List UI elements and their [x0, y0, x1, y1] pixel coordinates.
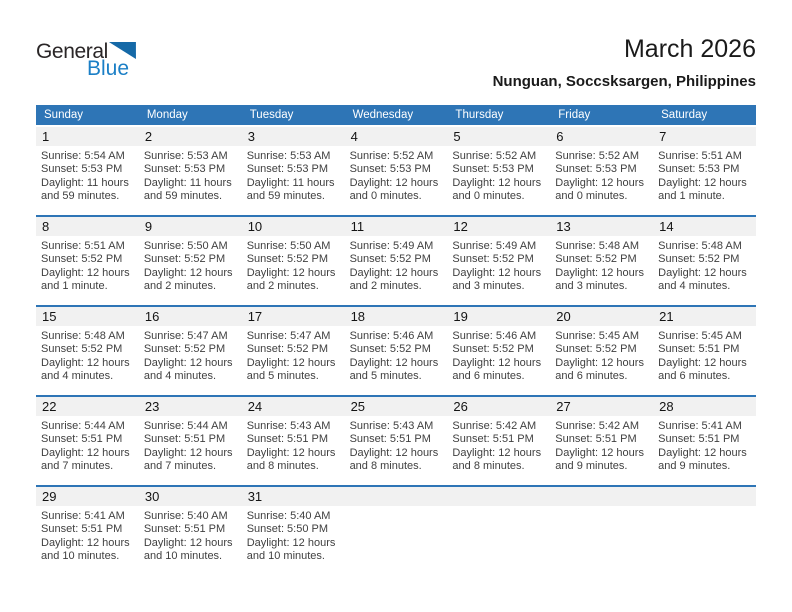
daylight-text: Daylight: 12 hours — [555, 266, 644, 279]
general-blue-logo — [36, 41, 136, 79]
daylight-text: Daylight: 12 hours — [143, 266, 233, 279]
sunrise-text: Sunrise: 5:49 AM — [349, 240, 434, 252]
logo-text-general: General — [36, 40, 108, 63]
daylight-text: and 10 minutes. — [41, 550, 120, 563]
sunset-text: Sunset: 5:52 PM — [349, 343, 431, 356]
sunrise-text: Sunrise: 5:46 AM — [349, 330, 434, 342]
sunrise-text: Sunrise: 5:49 AM — [452, 240, 537, 252]
day-cell — [139, 127, 242, 215]
sunrise-text: Sunrise: 5:43 AM — [246, 420, 331, 432]
day-info — [36, 416, 139, 474]
daylight-text: and 1 minute. — [658, 190, 725, 203]
empty-day-cell — [345, 487, 448, 575]
weekday-header-friday: Friday — [558, 109, 591, 121]
day-info — [242, 146, 345, 204]
sunset-text: Sunset: 5:53 PM — [246, 163, 329, 176]
sunrise-text: Sunrise: 5:43 AM — [349, 420, 434, 432]
sunrise-text: Sunrise: 5:48 AM — [41, 330, 125, 342]
daylight-text: Daylight: 12 hours — [555, 356, 644, 369]
daylight-text: and 4 minutes. — [658, 280, 731, 293]
sunrise-text: Sunrise: 5:42 AM — [555, 420, 640, 432]
sunset-text: Sunset: 5:51 PM — [143, 523, 226, 536]
sunset-text: Sunset: 5:52 PM — [246, 343, 329, 356]
daylight-text: Daylight: 11 hours — [41, 176, 129, 189]
sunrise-text: Sunrise: 5:48 AM — [658, 240, 742, 252]
day-number: 20 — [550, 307, 653, 326]
day-info — [550, 416, 653, 474]
sunset-text: Sunset: 5:51 PM — [41, 523, 123, 536]
daylight-text: and 7 minutes. — [41, 460, 114, 473]
daylight-text: Daylight: 12 hours — [349, 356, 439, 369]
sunrise-text: Sunrise: 5:50 AM — [143, 240, 228, 252]
day-info — [345, 236, 448, 294]
day-number: 25 — [345, 397, 448, 416]
day-info — [36, 146, 139, 204]
sunrise-text: Sunrise: 5:54 AM — [41, 150, 125, 162]
sunrise-text: Sunrise: 5:41 AM — [41, 510, 125, 522]
day-info — [653, 416, 756, 474]
day-info — [139, 416, 242, 474]
month-title: March 2026 — [623, 35, 756, 63]
day-info — [139, 236, 242, 294]
day-info — [139, 326, 242, 384]
day-info — [447, 416, 550, 474]
sunrise-text: Sunrise: 5:53 AM — [143, 150, 228, 162]
daylight-text: Daylight: 12 hours — [452, 176, 542, 189]
day-number: 21 — [653, 307, 756, 326]
day-info — [550, 236, 653, 294]
weekday-header-monday: Monday — [146, 109, 188, 121]
sunrise-text: Sunrise: 5:40 AM — [143, 510, 228, 522]
weekday-header-thursday: Thursday — [455, 109, 504, 121]
daylight-text: and 59 minutes. — [41, 190, 120, 203]
day-number: 9 — [139, 217, 242, 236]
day-number: 15 — [36, 307, 139, 326]
daylight-text: Daylight: 12 hours — [143, 356, 233, 369]
day-number — [653, 487, 756, 506]
sunset-text: Sunset: 5:51 PM — [41, 433, 123, 446]
day-info — [447, 146, 550, 204]
day-number — [550, 487, 653, 506]
daylight-text: and 3 minutes. — [452, 280, 525, 293]
day-cell — [447, 217, 550, 305]
day-number: 26 — [447, 397, 550, 416]
day-cell — [139, 217, 242, 305]
daylight-text: and 59 minutes. — [143, 190, 223, 203]
day-number: 13 — [550, 217, 653, 236]
day-cell — [139, 487, 242, 575]
weekday-header-sunday: Sunday — [44, 109, 84, 121]
sunset-text: Sunset: 5:53 PM — [41, 163, 123, 176]
weekday-header-row — [36, 105, 756, 125]
day-cell — [653, 127, 756, 215]
day-cell — [345, 127, 448, 215]
day-cell — [242, 307, 345, 395]
sunrise-text: Sunrise: 5:45 AM — [555, 330, 640, 342]
sunrise-text: Sunrise: 5:52 AM — [452, 150, 537, 162]
calendar-table — [36, 105, 756, 575]
daylight-text: Daylight: 12 hours — [41, 536, 130, 549]
day-cell — [550, 397, 653, 485]
empty-day-cell — [550, 487, 653, 575]
sunrise-text: Sunrise: 5:42 AM — [452, 420, 537, 432]
sunset-text: Sunset: 5:53 PM — [555, 163, 637, 176]
sunset-text: Sunset: 5:51 PM — [452, 433, 534, 446]
day-info — [242, 416, 345, 474]
sunset-text: Sunset: 5:50 PM — [246, 523, 329, 536]
day-number: 1 — [36, 127, 139, 146]
day-number: 22 — [36, 397, 139, 416]
daylight-text: Daylight: 12 hours — [658, 446, 747, 459]
week-row — [36, 485, 756, 575]
sunrise-text: Sunrise: 5:50 AM — [246, 240, 331, 252]
daylight-text: Daylight: 12 hours — [555, 176, 644, 189]
sunrise-text: Sunrise: 5:51 AM — [41, 240, 125, 252]
daylight-text: Daylight: 12 hours — [143, 446, 233, 459]
daylight-text: and 1 minute. — [41, 280, 108, 293]
daylight-text: Daylight: 12 hours — [246, 446, 336, 459]
day-number: 7 — [653, 127, 756, 146]
day-cell — [36, 127, 139, 215]
sunrise-text: Sunrise: 5:44 AM — [143, 420, 228, 432]
daylight-text: Daylight: 12 hours — [349, 176, 439, 189]
day-info — [139, 146, 242, 204]
day-number — [345, 487, 448, 506]
day-cell — [36, 487, 139, 575]
week-row — [36, 127, 756, 215]
daylight-text: and 7 minutes. — [143, 460, 216, 473]
daylight-text: and 6 minutes. — [555, 370, 628, 383]
day-info — [36, 326, 139, 384]
daylight-text: and 4 minutes. — [41, 370, 114, 383]
daylight-text: and 9 minutes. — [658, 460, 731, 473]
week-row — [36, 305, 756, 395]
daylight-text: Daylight: 12 hours — [246, 356, 336, 369]
daylight-text: and 3 minutes. — [555, 280, 628, 293]
day-cell — [447, 127, 550, 215]
day-number: 18 — [345, 307, 448, 326]
daylight-text: and 2 minutes. — [349, 280, 422, 293]
day-cell — [242, 217, 345, 305]
weekday-header-saturday: Saturday — [661, 109, 708, 121]
day-cell — [242, 397, 345, 485]
sunset-text: Sunset: 5:52 PM — [555, 343, 637, 356]
daylight-text: and 2 minutes. — [143, 280, 216, 293]
day-cell — [653, 397, 756, 485]
daylight-text: Daylight: 12 hours — [658, 266, 747, 279]
day-cell — [345, 397, 448, 485]
day-number: 3 — [242, 127, 345, 146]
day-cell — [345, 217, 448, 305]
day-info — [36, 236, 139, 294]
day-number: 11 — [345, 217, 448, 236]
sunset-text: Sunset: 5:51 PM — [246, 433, 329, 446]
daylight-text: and 5 minutes. — [349, 370, 422, 383]
day-number: 31 — [242, 487, 345, 506]
day-cell — [653, 217, 756, 305]
sunset-text: Sunset: 5:52 PM — [143, 253, 226, 266]
daylight-text: and 8 minutes. — [349, 460, 422, 473]
daylight-text: and 8 minutes. — [246, 460, 319, 473]
day-info — [345, 146, 448, 204]
day-cell — [242, 487, 345, 575]
day-number: 6 — [550, 127, 653, 146]
sunset-text: Sunset: 5:53 PM — [349, 163, 431, 176]
day-info — [242, 236, 345, 294]
daylight-text: and 5 minutes. — [246, 370, 319, 383]
daylight-text: and 0 minutes. — [349, 190, 422, 203]
sunrise-text: Sunrise: 5:53 AM — [246, 150, 331, 162]
daylight-text: Daylight: 12 hours — [246, 536, 336, 549]
sunset-text: Sunset: 5:52 PM — [452, 253, 534, 266]
day-number: 17 — [242, 307, 345, 326]
sunset-text: Sunset: 5:52 PM — [41, 343, 123, 356]
day-info — [345, 416, 448, 474]
sunset-text: Sunset: 5:51 PM — [555, 433, 637, 446]
day-info — [550, 326, 653, 384]
daylight-text: and 0 minutes. — [452, 190, 525, 203]
day-info — [447, 236, 550, 294]
daylight-text: and 6 minutes. — [658, 370, 731, 383]
sunrise-text: Sunrise: 5:46 AM — [452, 330, 537, 342]
daylight-text: Daylight: 12 hours — [658, 356, 747, 369]
day-number: 10 — [242, 217, 345, 236]
daylight-text: Daylight: 12 hours — [658, 176, 747, 189]
sunrise-text: Sunrise: 5:52 AM — [349, 150, 434, 162]
weekday-header-tuesday: Tuesday — [249, 109, 294, 121]
daylight-text: Daylight: 12 hours — [41, 446, 130, 459]
sunset-text: Sunset: 5:53 PM — [452, 163, 534, 176]
daylight-text: Daylight: 12 hours — [452, 446, 542, 459]
day-number: 12 — [447, 217, 550, 236]
daylight-text: Daylight: 12 hours — [349, 266, 439, 279]
daylight-text: and 0 minutes. — [555, 190, 628, 203]
day-number: 14 — [653, 217, 756, 236]
sunrise-text: Sunrise: 5:51 AM — [658, 150, 742, 162]
daylight-text: and 10 minutes. — [143, 550, 223, 563]
day-cell — [242, 127, 345, 215]
day-cell — [36, 307, 139, 395]
day-number: 24 — [242, 397, 345, 416]
day-cell — [447, 397, 550, 485]
day-cell — [550, 127, 653, 215]
daylight-text: Daylight: 12 hours — [555, 446, 644, 459]
day-cell — [653, 307, 756, 395]
sunrise-text: Sunrise: 5:47 AM — [246, 330, 331, 342]
day-number: 19 — [447, 307, 550, 326]
day-info — [345, 326, 448, 384]
day-cell — [550, 307, 653, 395]
day-number: 5 — [447, 127, 550, 146]
empty-day-cell — [653, 487, 756, 575]
daylight-text: and 10 minutes. — [246, 550, 325, 563]
sunrise-text: Sunrise: 5:52 AM — [555, 150, 640, 162]
day-number: 4 — [345, 127, 448, 146]
sunset-text: Sunset: 5:53 PM — [658, 163, 740, 176]
day-number: 8 — [36, 217, 139, 236]
logo-text-blue: Blue — [87, 57, 130, 80]
sunset-text: Sunset: 5:51 PM — [349, 433, 431, 446]
day-number: 29 — [36, 487, 139, 506]
day-cell — [36, 397, 139, 485]
sunset-text: Sunset: 5:53 PM — [143, 163, 226, 176]
daylight-text: Daylight: 11 hours — [246, 176, 335, 189]
sunset-text: Sunset: 5:52 PM — [246, 253, 329, 266]
daylight-text: Daylight: 12 hours — [246, 266, 336, 279]
daylight-text: Daylight: 12 hours — [41, 356, 130, 369]
day-number: 16 — [139, 307, 242, 326]
day-info — [653, 236, 756, 294]
sunrise-text: Sunrise: 5:40 AM — [246, 510, 331, 522]
location-subtitle: Nunguan, Soccsksargen, Philippines — [492, 72, 756, 90]
day-cell — [550, 217, 653, 305]
sunset-text: Sunset: 5:51 PM — [143, 433, 226, 446]
day-number: 2 — [139, 127, 242, 146]
day-cell — [139, 397, 242, 485]
day-info — [447, 326, 550, 384]
day-info — [550, 146, 653, 204]
sunrise-text: Sunrise: 5:45 AM — [658, 330, 742, 342]
sunrise-text: Sunrise: 5:44 AM — [41, 420, 125, 432]
week-row — [36, 395, 756, 485]
sunset-text: Sunset: 5:52 PM — [452, 343, 534, 356]
sunset-text: Sunset: 5:52 PM — [658, 253, 740, 266]
daylight-text: and 2 minutes. — [246, 280, 319, 293]
sunset-text: Sunset: 5:51 PM — [658, 343, 740, 356]
calendar-grid — [36, 127, 756, 575]
day-cell — [36, 217, 139, 305]
sunset-text: Sunset: 5:52 PM — [555, 253, 637, 266]
day-cell — [139, 307, 242, 395]
daylight-text: Daylight: 12 hours — [452, 266, 542, 279]
daylight-text: and 9 minutes. — [555, 460, 628, 473]
page-header — [493, 36, 756, 90]
daylight-text: and 6 minutes. — [452, 370, 525, 383]
weekday-header-wednesday: Wednesday — [352, 109, 414, 121]
day-number — [447, 487, 550, 506]
daylight-text: Daylight: 12 hours — [452, 356, 542, 369]
day-info — [242, 506, 345, 564]
sunrise-text: Sunrise: 5:48 AM — [555, 240, 640, 252]
week-row — [36, 215, 756, 305]
daylight-text: and 59 minutes. — [246, 190, 325, 203]
sunset-text: Sunset: 5:52 PM — [41, 253, 123, 266]
day-info — [653, 326, 756, 384]
day-cell — [447, 307, 550, 395]
day-info — [653, 146, 756, 204]
day-number: 28 — [653, 397, 756, 416]
sunset-text: Sunset: 5:51 PM — [658, 433, 740, 446]
empty-day-cell — [447, 487, 550, 575]
day-info — [139, 506, 242, 564]
daylight-text: and 4 minutes. — [143, 370, 216, 383]
sunset-text: Sunset: 5:52 PM — [349, 253, 431, 266]
day-info — [242, 326, 345, 384]
daylight-text: Daylight: 12 hours — [41, 266, 130, 279]
sunset-text: Sunset: 5:52 PM — [143, 343, 226, 356]
daylight-text: and 8 minutes. — [452, 460, 525, 473]
daylight-text: Daylight: 12 hours — [143, 536, 233, 549]
day-number: 30 — [139, 487, 242, 506]
day-number: 23 — [139, 397, 242, 416]
daylight-text: Daylight: 11 hours — [143, 176, 232, 189]
day-cell — [345, 307, 448, 395]
day-number: 27 — [550, 397, 653, 416]
day-info — [36, 506, 139, 564]
daylight-text: Daylight: 12 hours — [349, 446, 439, 459]
sunrise-text: Sunrise: 5:47 AM — [143, 330, 228, 342]
sunrise-text: Sunrise: 5:41 AM — [658, 420, 742, 432]
